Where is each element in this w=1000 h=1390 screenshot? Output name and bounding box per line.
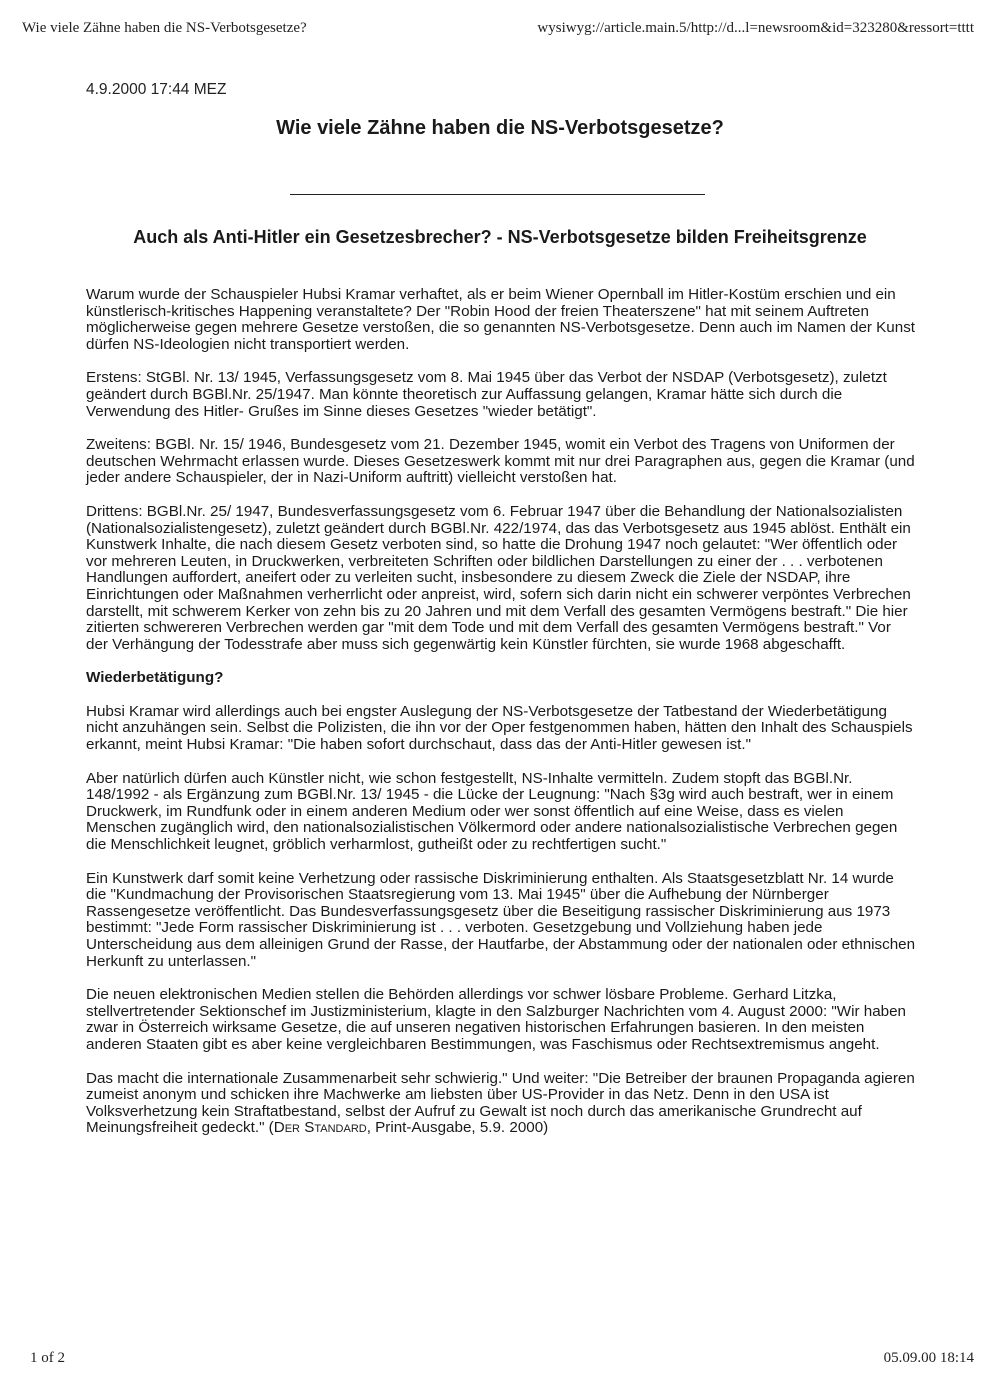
paragraph: Warum wurde der Schauspieler Hubsi Kramar verhaftet, als er beim Wiener Opernball im Hitler-Kostüm erschien und ein künstlerisch-kritisches Happening veranstaltete? Der "Robin Hood der freien Theaterszene" hat mit seinem Auftreten möglicherweise gegen mehrere Gesetze verstoßen, die so genannten NS-Verbotsgesetze. Denn auch im Namen der Kunst dürfen NS-Ideologien nicht transportiert werden. (86, 286, 916, 353)
article-body (86, 287, 916, 1154)
paragraph: Die neuen elektronischen Medien stellen die Behörden allerdings vor schwer lösbare Probleme. Gerhard Litzka, stellvertretender Sektionschef im Justizministerium, klagte in den Salzburger Nachrichten vom 4. August 2000: "Wir haben zwar in Österreich wirksame Gesetze, die auf unseren negativen historischen Erfahrungen basieren. In den meisten anderen Staaten gibt es aber keine vergleichbaren Bestimmungen, was Faschismus oder Rechtsextremismus angeht. (86, 986, 906, 1053)
section-heading: Wiederbetätigung? (86, 669, 224, 687)
print-header-url: wysiwyg://article.main.5/http://d...l=newsroom&id=323280&ressort=tttt (537, 20, 974, 36)
print-header-title: Wie viele Zähne haben die NS-Verbotsgesetze? (22, 20, 307, 36)
divider (290, 194, 705, 195)
paragraph: Hubsi Kramar wird allerdings auch bei engster Auslegung der NS-Verbotsgesetze der Tatbestand der Wiederbetätigung nicht anzuhängen sein. Selbst die Polizisten, die ihn vor der Oper festgenommen haben, hätten den Inhalt des Schauspiels erkannt, meint Hubsi Kramar: "Die haben sofort durchschaut, dass das der Anti-Hitler gewesen ist." (86, 702, 913, 754)
source-detail: , Print-Ausgabe, 5.9. 2000) (366, 1119, 549, 1137)
paragraph: Drittens: BGBl.Nr. 25/ 1947, Bundesverfassungsgesetz vom 6. Februar 1947 über die Behandlung der Nationalsozialisten (Nationalsozialistengesetz), zuletzt geändert durch BGBl.Nr. 422/1974, das das Verbotsgesetz aus 1945 ablöst. Enthält ein Kunstwerk Inhalte, die nach diesem Gesetz verboten sind, so hatte die Drohung 1947 noch gelautet: "Wer öffentlich oder vor mehreren Leuten, in Druckwerken, verbreiteten Schriften oder bildlichen Darstellungen zu einer der . . . verbotenen Handlungen auffordert, aneifert oder zu verleiten sucht, insbesondere zu diesem Zweck die Ziele der NSDAP, ihre Einrichtungen oder Maßnahmen verherrlicht oder anpreist, wird, sofern sich darin nicht ein schwerer verpöntes Verbrechen darstellt, mit schwerem Kerker von zehn bis zu 20 Jahren und mit dem Verfall des gesamten Vermögens bestraft." Die hier zitierten schwereren Verbrechen werden gar "mit dem Tode und mit dem Verfall des gesamten Vermögens bestraft." Vor der Verhängung der Todesstrafe aber muss sich gegenwärtig kein Künstler fürchten, sie wurde 1968 abgeschafft. (86, 502, 911, 653)
paragraph: Ein Kunstwerk darf somit keine Verhetzung oder rassische Diskriminierung enthalten. Als Staatsgesetzblatt Nr. 14 wurde die "Kundmachung der Provisorischen Staatsregierung vom 13. Mai 1945" über die Aufhebung der Nürnberger Rassengesetze veröffentlicht. Das Bundesverfassungsgesetz über die Beseitigung rassischer Diskriminierung aus 1973 bestimmt: "Jede Form rassischer Diskriminierung ist . . . verboten. Gesetzgebung und Vollziehung haben jede Unterscheidung aus dem alleinigen Grund der Rasse, der Hautfarbe, der Abstammung oder der nationalen oder ethnischen Herkunft zu unterlassen." (86, 869, 916, 970)
article-subtitle: Auch als Anti-Hitler ein Gesetzesbrecher? - NS-Verbotsgesetze bilden Freiheitsgrenze (133, 227, 867, 247)
paragraph: Aber natürlich dürfen auch Künstler nicht, wie schon festgestellt, NS-Inhalte vermitteln. Zudem stopft das BGBl.Nr. 148/1992 - als Ergänzung zum BGBl.Nr. 13/ 1945 - die Lücke der Leugnung: "Nach §3g wird auch bestraft, wer in einem Druckwerk, im Rundfunk oder in einem anderen Medium oder wer sonst öffentlich auf eine Weise, dass es vielen Menschen zugänglich wird, den nationalsozialistischen Völkermord oder andere nationalsozialistische Verbrechen gegen die Menschlichkeit leugnet, gröblich verharmlost, gutheißt oder zu rechtfertigen sucht." (86, 769, 898, 854)
paragraph-text: Das macht die internationale Zusammenarbeit sehr schwierig." Und weiter: "Die Betreiber der braunen Propaganda agieren zumeist anonym und schicken ihre Machwerke am liebsten über US-Provider in das Netz. Denn in den USA ist Volksverhetzung kein Straftatbestand, selbst der Aufruf zu Gewalt ist noch durch das amerikanische Grundrecht auf Meinungsfreiheit gedeckt." ( (86, 1069, 915, 1137)
page-number: 1 of 2 (30, 1350, 65, 1366)
print-timestamp: 05.09.00 18:14 (883, 1350, 974, 1366)
paragraph: Zweitens: BGBl. Nr. 15/ 1946, Bundesgesetz vom 21. Dezember 1945, womit ein Verbot des Tragens von Uniformen der deutschen Wehrmacht erlassen wurde. Dieses Gesetzeswerk kommt mit nur drei Paragraphen aus, gegen die Kramar (und jeder andere Schauspieler, der in Nazi-Uniform auftritt) vielleicht verstoßen hat. (86, 436, 915, 487)
source-name: Der Standard (273, 1119, 367, 1137)
paragraph: Erstens: StGBl. Nr. 13/ 1945, Verfassungsgesetz vom 8. Mai 1945 über das Verbot der NSDAP (Verbotsgesetz), zuletzt geändert durch BGBl.Nr. 25/1947. Man könnte theoretisch zur Auffassung gelangen, Kramar hätte sich durch die Verwendung des Hitler- Grußes im Sinne dieses Gesetzes "wieder betätigt". (86, 369, 887, 420)
paragraph-last (86, 1071, 916, 1137)
article-date: 4.9.2000 17:44 MEZ (86, 81, 227, 98)
article-title: Wie viele Zähne haben die NS-Verbotsgesetze? (276, 117, 724, 139)
